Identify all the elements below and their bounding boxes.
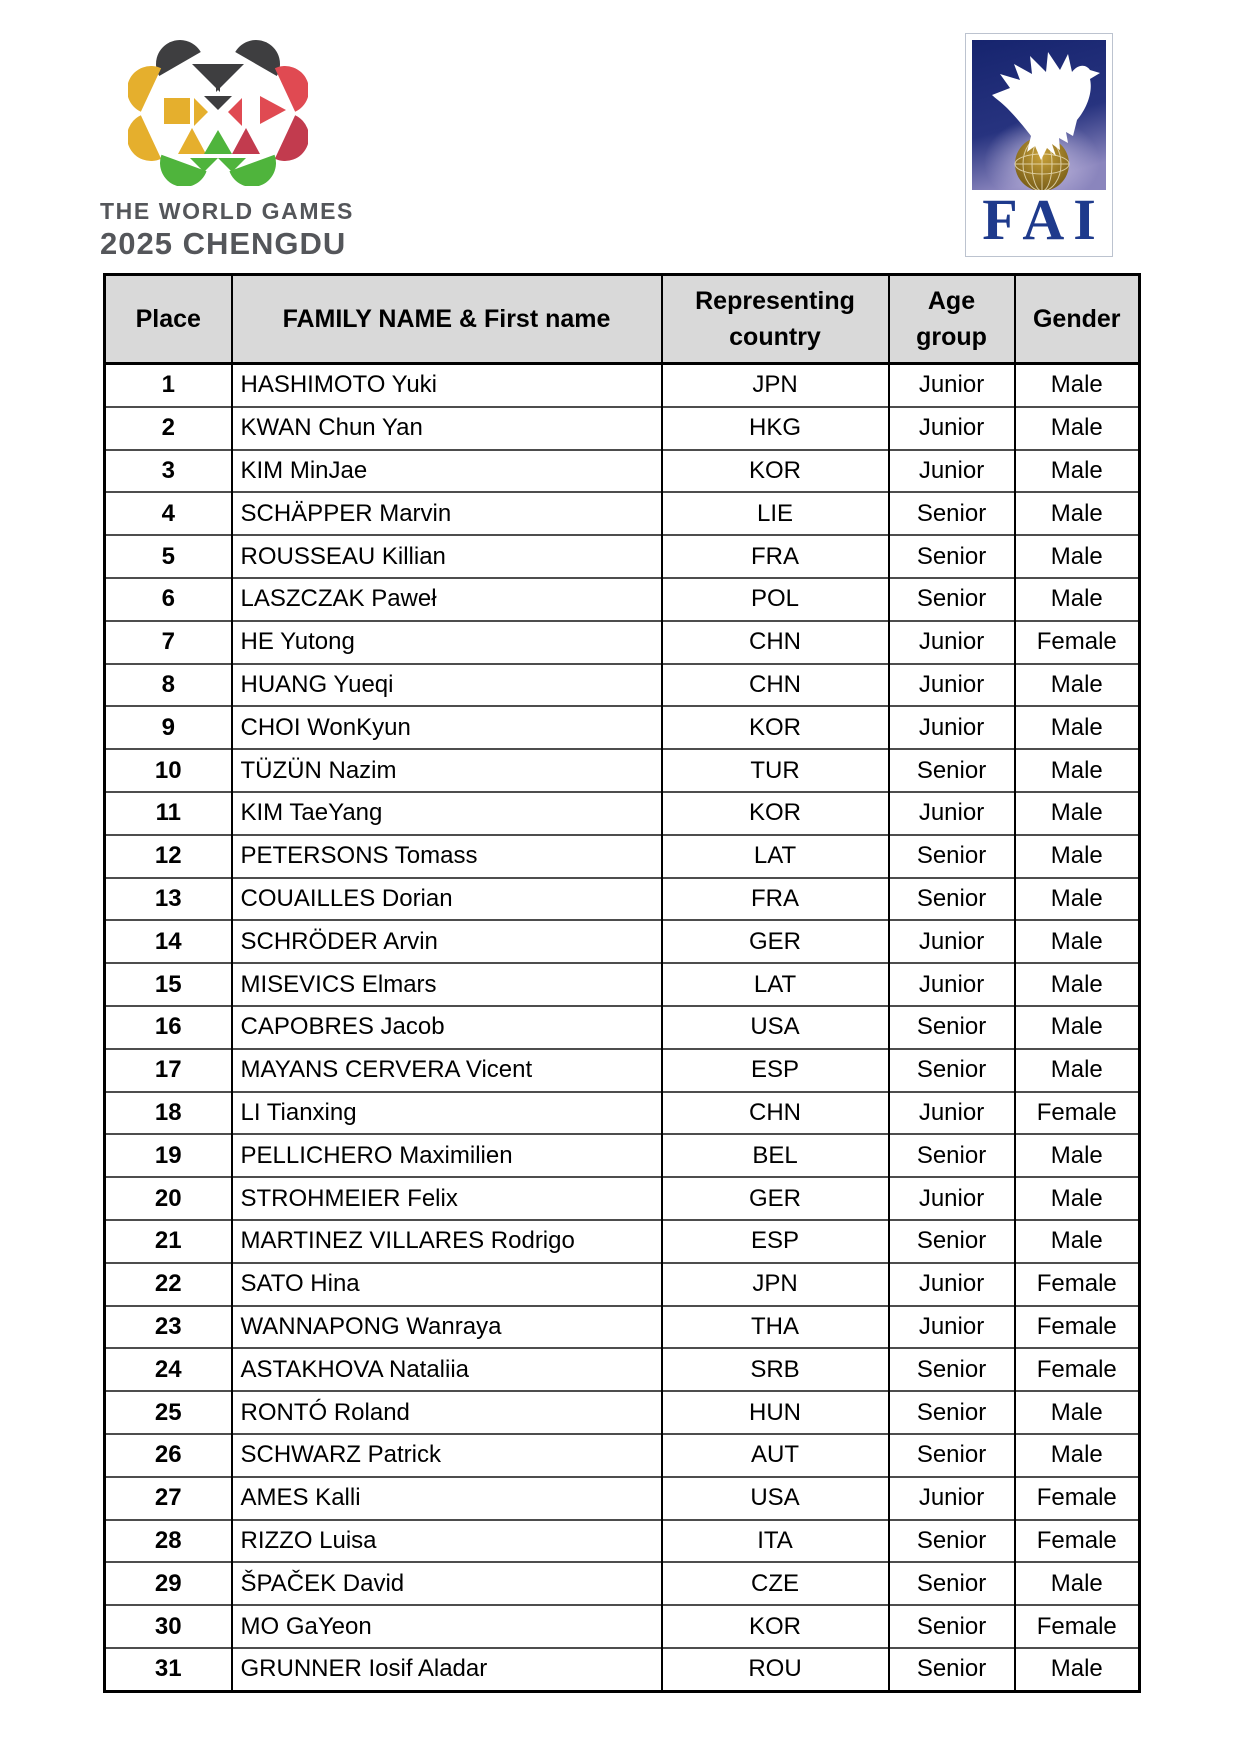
cell-gender: Male bbox=[1015, 920, 1140, 963]
cell-age-group: Junior bbox=[889, 621, 1015, 664]
cell-name: MO GaYeon bbox=[232, 1605, 662, 1648]
table-row bbox=[105, 664, 1140, 707]
cell-name: LASZCZAK Paweł bbox=[232, 578, 662, 621]
column-header-name: FAMILY NAME & First name bbox=[232, 275, 662, 364]
cell-age-group: Junior bbox=[889, 963, 1015, 1006]
cell-place: 5 bbox=[105, 535, 232, 578]
header-row bbox=[105, 275, 1140, 364]
cell-gender: Male bbox=[1015, 450, 1140, 493]
table-row bbox=[105, 578, 1140, 621]
world-games-title: THE WORLD GAMES bbox=[100, 198, 354, 224]
cell-name: HE Yutong bbox=[232, 621, 662, 664]
cell-name: AMES Kalli bbox=[232, 1477, 662, 1520]
cell-age-group: Senior bbox=[889, 1562, 1015, 1605]
fai-logo bbox=[965, 33, 1113, 257]
cell-country: AUT bbox=[662, 1434, 889, 1477]
cell-place: 19 bbox=[105, 1134, 232, 1177]
cell-place: 3 bbox=[105, 450, 232, 493]
cell-country: HUN bbox=[662, 1391, 889, 1434]
table-row bbox=[105, 878, 1140, 921]
cell-gender: Male bbox=[1015, 364, 1140, 407]
world-games-emblem-icon bbox=[128, 36, 308, 186]
cell-age-group: Senior bbox=[889, 1006, 1015, 1049]
cell-gender: Male bbox=[1015, 1562, 1140, 1605]
cell-place: 24 bbox=[105, 1348, 232, 1391]
cell-country: JPN bbox=[662, 1263, 889, 1306]
cell-gender: Male bbox=[1015, 878, 1140, 921]
cell-place: 11 bbox=[105, 792, 232, 835]
cell-gender: Male bbox=[1015, 963, 1140, 1006]
cell-country: CHN bbox=[662, 1092, 889, 1135]
cell-country: LAT bbox=[662, 963, 889, 1006]
column-header-age-group: Age group bbox=[889, 275, 1015, 364]
cell-name: SCHRÖDER Arvin bbox=[232, 920, 662, 963]
cell-place: 8 bbox=[105, 664, 232, 707]
cell-name: ASTAKHOVA Nataliia bbox=[232, 1348, 662, 1391]
cell-age-group: Junior bbox=[889, 1263, 1015, 1306]
cell-age-group: Senior bbox=[889, 1434, 1015, 1477]
table-row bbox=[105, 1220, 1140, 1263]
cell-age-group: Junior bbox=[889, 450, 1015, 493]
cell-place: 29 bbox=[105, 1562, 232, 1605]
cell-place: 1 bbox=[161, 371, 175, 399]
cell-gender: Male bbox=[1015, 535, 1140, 578]
cell-country: ITA bbox=[662, 1520, 889, 1563]
cell-name: RIZZO Luisa bbox=[232, 1520, 662, 1563]
cell-place: 9 bbox=[105, 706, 232, 749]
table-row bbox=[105, 364, 1140, 407]
table-row bbox=[105, 792, 1140, 835]
table-row bbox=[105, 963, 1140, 1006]
cell-name: MARTINEZ VILLARES Rodrigo bbox=[232, 1220, 662, 1263]
table-row bbox=[105, 535, 1140, 578]
cell-gender: Male bbox=[1015, 792, 1140, 835]
table-row bbox=[105, 1391, 1140, 1434]
cell-name: STROHMEIER Felix bbox=[232, 1177, 662, 1220]
table-row bbox=[105, 1605, 1140, 1648]
cell-country: USA bbox=[662, 1477, 889, 1520]
cell-gender: Female bbox=[1015, 1306, 1140, 1349]
cell-gender: Female bbox=[1015, 621, 1140, 664]
table-row bbox=[105, 1477, 1140, 1520]
fai-eagle-globe-icon bbox=[972, 40, 1106, 190]
table-row bbox=[105, 1177, 1140, 1220]
column-header-place: Place bbox=[105, 275, 232, 364]
table-row bbox=[105, 749, 1140, 792]
cell-name: KIM TaeYang bbox=[232, 792, 662, 835]
cell-place: 10 bbox=[105, 749, 232, 792]
cell-age-group: Senior bbox=[889, 835, 1015, 878]
cell-place: 20 bbox=[105, 1177, 232, 1220]
cell-age-group: Junior bbox=[889, 664, 1015, 707]
table-row bbox=[105, 1263, 1140, 1306]
cell-country: CHN bbox=[662, 664, 889, 707]
cell-age-group: Junior bbox=[889, 1306, 1015, 1349]
cell-gender: Male bbox=[1015, 1049, 1140, 1092]
cell-age-group: Senior bbox=[889, 1648, 1015, 1691]
table-row bbox=[105, 1306, 1140, 1349]
cell-country: JPN bbox=[662, 364, 889, 407]
cell-age-group: Junior bbox=[889, 1092, 1015, 1135]
cell-gender: Male bbox=[1015, 1134, 1140, 1177]
cell-country: KOR bbox=[662, 706, 889, 749]
cell-gender: Male bbox=[1015, 407, 1140, 450]
cell-age-group: Senior bbox=[889, 1391, 1015, 1434]
table-row bbox=[105, 706, 1140, 749]
cell-gender: Female bbox=[1015, 1605, 1140, 1648]
cell-country: ROU bbox=[662, 1648, 889, 1691]
cell-place: 18 bbox=[105, 1092, 232, 1135]
cell-gender: Female bbox=[1015, 1477, 1140, 1520]
cell-place: 12 bbox=[105, 835, 232, 878]
cell-name: TÜZÜN Nazim bbox=[232, 749, 662, 792]
cell-name: LI Tianxing bbox=[232, 1092, 662, 1135]
cell-place: 21 bbox=[105, 1220, 232, 1263]
cell-country: FRA bbox=[662, 878, 889, 921]
cell-gender: Male bbox=[1015, 1006, 1140, 1049]
cell-gender: Male bbox=[1015, 835, 1140, 878]
cell-country: THA bbox=[662, 1306, 889, 1349]
cell-gender: Male bbox=[1015, 749, 1140, 792]
cell-name: HASHIMOTO Yuki bbox=[232, 364, 662, 407]
table-row bbox=[105, 1006, 1140, 1049]
cell-name: CHOI WonKyun bbox=[232, 706, 662, 749]
cell-country: CZE bbox=[662, 1562, 889, 1605]
cell-place: 27 bbox=[105, 1477, 232, 1520]
cell-place: 15 bbox=[105, 963, 232, 1006]
cell-age-group: Junior bbox=[889, 706, 1015, 749]
cell-place: 17 bbox=[105, 1049, 232, 1092]
cell-place: 31 bbox=[105, 1648, 232, 1691]
table-row bbox=[105, 492, 1140, 535]
cell-gender: Female bbox=[1015, 1092, 1140, 1135]
table-row bbox=[105, 621, 1140, 664]
cell-place: 13 bbox=[105, 878, 232, 921]
cell-name: MISEVICS Elmars bbox=[232, 963, 662, 1006]
world-games-year-city: 2025 CHENGDU bbox=[100, 226, 347, 261]
cell-country: KOR bbox=[662, 1605, 889, 1648]
table-row bbox=[105, 1434, 1140, 1477]
cell-country: KOR bbox=[662, 450, 889, 493]
cell-country: POL bbox=[662, 578, 889, 621]
cell-gender: Male bbox=[1015, 1391, 1140, 1434]
cell-country: TUR bbox=[662, 749, 889, 792]
results-table-body bbox=[105, 364, 1140, 1692]
cell-country: LIE bbox=[662, 492, 889, 535]
table-row bbox=[105, 920, 1140, 963]
cell-age-group: Senior bbox=[889, 492, 1015, 535]
cell-name: PELLICHERO Maximilien bbox=[232, 1134, 662, 1177]
column-header-gender: Gender bbox=[1015, 275, 1140, 364]
table-row bbox=[105, 835, 1140, 878]
cell-name: KWAN Chun Yan bbox=[232, 407, 662, 450]
results-table bbox=[103, 273, 1141, 1693]
cell-country: GER bbox=[662, 1177, 889, 1220]
table-row bbox=[105, 1562, 1140, 1605]
cell-age-group: Senior bbox=[889, 1605, 1015, 1648]
cell-name: COUAILLES Dorian bbox=[232, 878, 662, 921]
cell-name: SCHWARZ Patrick bbox=[232, 1434, 662, 1477]
cell-age-group: Senior bbox=[889, 1520, 1015, 1563]
table-row bbox=[105, 1092, 1140, 1135]
cell-age-group: Senior bbox=[889, 1134, 1015, 1177]
cell-gender: Male bbox=[1015, 1434, 1140, 1477]
cell-country: GER bbox=[662, 920, 889, 963]
cell-gender: Male bbox=[1015, 1648, 1140, 1691]
cell-age-group: Senior bbox=[889, 578, 1015, 621]
cell-gender: Female bbox=[1015, 1348, 1140, 1391]
cell-gender: Male bbox=[1015, 1177, 1140, 1220]
cell-name: RONTÓ Roland bbox=[232, 1391, 662, 1434]
cell-country: USA bbox=[662, 1006, 889, 1049]
cell-place: 16 bbox=[105, 1006, 232, 1049]
cell-name: CAPOBRES Jacob bbox=[232, 1006, 662, 1049]
cell-place: 23 bbox=[105, 1306, 232, 1349]
cell-age-group: Junior bbox=[889, 407, 1015, 450]
cell-place: 6 bbox=[105, 578, 232, 621]
cell-place: 28 bbox=[105, 1520, 232, 1563]
cell-age-group: Junior bbox=[889, 1177, 1015, 1220]
cell-gender: Male bbox=[1015, 492, 1140, 535]
table-row bbox=[105, 1520, 1140, 1563]
fai-label: FAI bbox=[982, 187, 1105, 252]
cell-age-group: Junior bbox=[889, 920, 1015, 963]
cell-age-group: Junior bbox=[889, 792, 1015, 835]
cell-name: GRUNNER Iosif Aladar bbox=[232, 1648, 662, 1691]
cell-name: WANNAPONG Wanraya bbox=[232, 1306, 662, 1349]
cell-name: ŠPAČEK David bbox=[232, 1562, 662, 1605]
cell-gender: Male bbox=[1015, 1220, 1140, 1263]
table-row bbox=[105, 407, 1140, 450]
cell-country: CHN bbox=[662, 621, 889, 664]
cell-country: ESP bbox=[662, 1220, 889, 1263]
cell-age-group: Senior bbox=[889, 535, 1015, 578]
cell-age-group: Senior bbox=[889, 1049, 1015, 1092]
cell-place: 4 bbox=[105, 492, 232, 535]
cell-age-group: Senior bbox=[889, 1220, 1015, 1263]
cell-country: SRB bbox=[662, 1348, 889, 1391]
cell-country: HKG bbox=[662, 407, 889, 450]
cell-gender: Male bbox=[1015, 706, 1140, 749]
cell-name: MAYANS CERVERA Vicent bbox=[232, 1049, 662, 1092]
cell-name: SCHÄPPER Marvin bbox=[232, 492, 662, 535]
cell-place: 26 bbox=[105, 1434, 232, 1477]
table-row bbox=[105, 1648, 1140, 1691]
table-row bbox=[105, 1134, 1140, 1177]
cell-place: 2 bbox=[105, 407, 232, 450]
cell-country: BEL bbox=[662, 1134, 889, 1177]
cell-country: ESP bbox=[662, 1049, 889, 1092]
cell-place: 22 bbox=[105, 1263, 232, 1306]
cell-place: 25 bbox=[105, 1391, 232, 1434]
cell-country: KOR bbox=[662, 792, 889, 835]
cell-name: PETERSONS Tomass bbox=[232, 835, 662, 878]
cell-place: 7 bbox=[105, 621, 232, 664]
cell-age-group: Senior bbox=[889, 1348, 1015, 1391]
cell-gender: Female bbox=[1015, 1520, 1140, 1563]
cell-gender: Male bbox=[1015, 664, 1140, 707]
cell-name: SATO Hina bbox=[232, 1263, 662, 1306]
cell-gender: Male bbox=[1015, 578, 1140, 621]
cell-name: KIM MinJae bbox=[232, 450, 662, 493]
cell-name: ROUSSEAU Killian bbox=[232, 535, 662, 578]
table-row bbox=[105, 450, 1140, 493]
column-header-country: Representing country bbox=[662, 275, 889, 364]
table-row bbox=[105, 1049, 1140, 1092]
cell-country: FRA bbox=[662, 535, 889, 578]
table-row bbox=[105, 1348, 1140, 1391]
cell-gender: Female bbox=[1015, 1263, 1140, 1306]
cell-place: 14 bbox=[105, 920, 232, 963]
cell-age-group: Senior bbox=[889, 749, 1015, 792]
world-games-logo bbox=[100, 36, 360, 262]
cell-age-group: Junior bbox=[889, 364, 1015, 407]
cell-country: LAT bbox=[662, 835, 889, 878]
cell-name: HUANG Yueqi bbox=[232, 664, 662, 707]
cell-age-group: Senior bbox=[889, 878, 1015, 921]
cell-age-group: Junior bbox=[889, 1477, 1015, 1520]
cell-place: 30 bbox=[105, 1605, 232, 1648]
